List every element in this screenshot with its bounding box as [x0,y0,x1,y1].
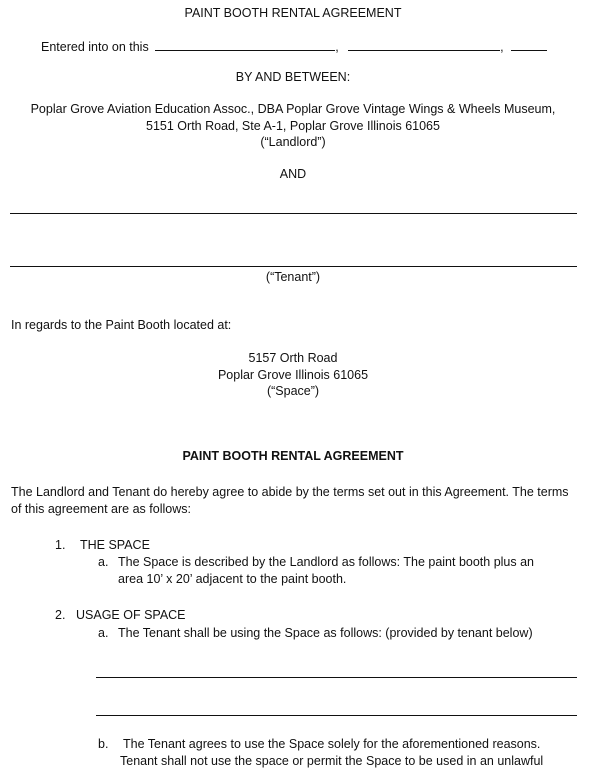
landlord-tag: (“Landlord”) [260,135,326,149]
term-1-number: 1. [55,538,66,552]
date-comma-2: , [500,40,504,54]
by-and-between: BY AND BETWEEN: [235,70,351,84]
term-2a-letter: a. [98,626,109,640]
term-1a-letter: a. [98,555,109,569]
term-2b-letter: b. [98,737,109,751]
landlord-line-1: Poplar Grove Aviation Education Assoc., DBA Poplar Grove Vintage Wings & Wheels Museum, [30,102,556,116]
date-blank-3[interactable] [511,38,547,51]
term-2-title: USAGE OF SPACE [76,608,186,622]
tenant-line-2[interactable] [10,266,577,267]
date-comma-1: , [335,40,339,54]
entered-date-line [41,38,547,54]
usage-line-2[interactable] [96,715,577,716]
entered-label: Entered into on this [41,40,149,54]
intro-paragraph: The Landlord and Tenant do hereby agree to abide by the terms set out in this Agreement. The terms of this agreement are as follows: [11,485,569,516]
tenant-tag: (“Tenant”) [265,270,321,284]
space-address-line-1: 5157 Orth Road [248,351,338,365]
space-tag: (“Space”) [266,384,320,398]
term-2-number: 2. [55,608,66,622]
date-blank-1[interactable] [155,38,335,51]
term-1a-line-2: area 10’ x 20’ adjacent to the paint booth. [118,572,347,586]
term-1a-line-1: The Space is described by the Landlord as follows: The paint booth plus an [118,555,535,569]
date-blank-2[interactable] [348,38,500,51]
location-intro: In regards to the Paint Booth located at: [11,318,232,332]
space-address-line-2: Poplar Grove Illinois 61065 [217,368,369,382]
landlord-line-2: 5151 Orth Road, Ste A-1, Poplar Grove Illinois 61065 [146,119,440,133]
term-2b-line-1: The Tenant agrees to use the Space solely for the aforementioned reasons. [123,737,541,751]
section-title: PAINT BOOTH RENTAL AGREEMENT [182,449,404,463]
usage-line-1[interactable] [96,677,577,678]
document-title: PAINT BOOTH RENTAL AGREEMENT [184,6,402,20]
term-2b-line-2: Tenant shall not use the space or permit the Space to be used in an unlawful [120,754,544,768]
term-1-title: THE SPACE [80,538,150,552]
tenant-line-1[interactable] [10,213,577,214]
and-label: AND [279,167,307,181]
term-2a-text: The Tenant shall be using the Space as follows: (provided by tenant below) [118,626,533,640]
